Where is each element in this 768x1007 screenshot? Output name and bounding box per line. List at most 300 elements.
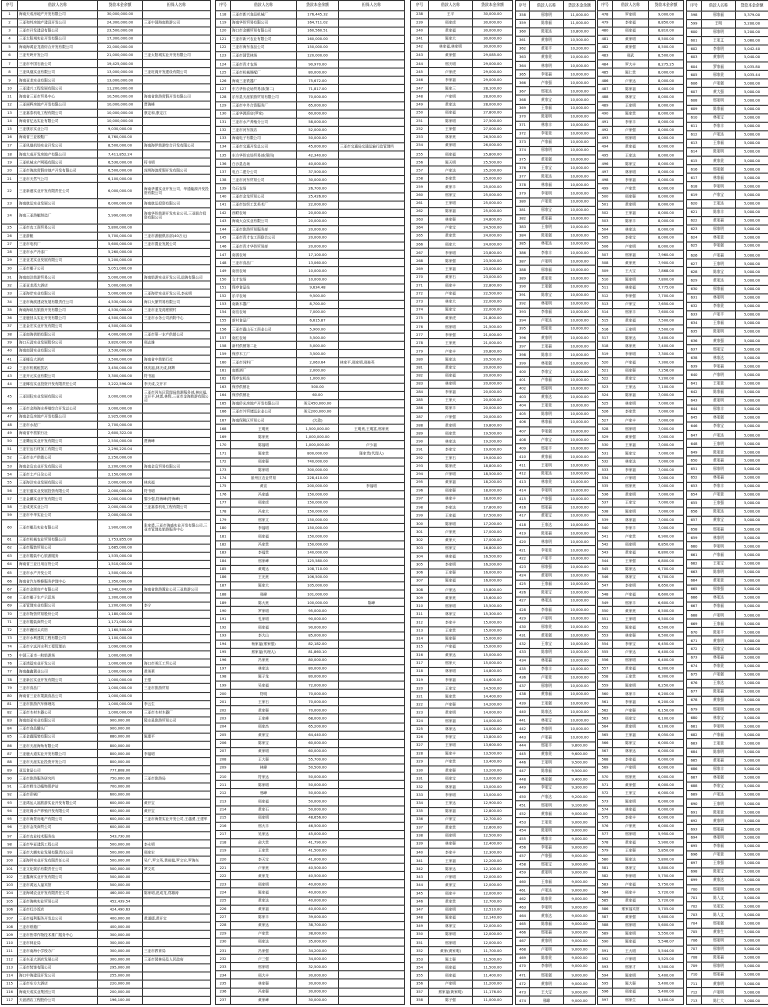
- table-row: [598, 623, 684, 631]
- loan-balance: 30,000.00: [297, 971, 339, 979]
- borrower-name: 黄家贵: [429, 232, 473, 240]
- loan-balance: 5,000.00: [736, 799, 768, 808]
- guarantor-name: [339, 516, 405, 524]
- guarantor-name: 三亚太阳城实业开发有限公司: [143, 51, 211, 59]
- loan-balance: 10,000.00: [564, 631, 596, 639]
- row-number: 422: [516, 554, 530, 562]
- table-row: [516, 690, 596, 698]
- borrower-name: 卢家贵: [231, 930, 297, 938]
- guarantor-name: [143, 404, 211, 412]
- table-row: [516, 860, 596, 868]
- row-number: 160: [216, 358, 231, 366]
- table-row: [2, 265, 211, 273]
- row-number: 329: [411, 758, 429, 766]
- table-row: [516, 223, 596, 231]
- guarantor-name: [143, 117, 211, 125]
- borrower-name: 陈家贵: [613, 110, 649, 118]
- table-row: [216, 714, 405, 722]
- table-row: [516, 716, 596, 724]
- row-number: 62: [2, 544, 18, 552]
- row-number: 572: [598, 789, 613, 797]
- borrower-name: 卢家达: [429, 585, 473, 593]
- borrower-name: 邢家强: [702, 165, 736, 174]
- row-number: 246: [411, 76, 429, 84]
- loan-balance: 8,000.00: [649, 234, 684, 242]
- borrower-name: 邢家明: [702, 962, 736, 971]
- loan-balance: 6,800.00: [649, 557, 684, 565]
- borrower-name: 卢家达: [530, 792, 564, 800]
- table-row: [411, 733, 513, 741]
- row-number: 311: [411, 610, 429, 618]
- loan-balance: 20,000.00: [473, 388, 513, 396]
- row-number: 122: [216, 43, 231, 51]
- loan-balance: 美元450,000.00: [297, 400, 339, 408]
- borrower-name: 陈家明: [429, 117, 473, 125]
- row-number: 313: [411, 626, 429, 634]
- row-number: 351: [411, 939, 429, 947]
- borrower-name: 陈家明: [231, 466, 297, 474]
- borrower-name: 王家贵: [530, 401, 564, 409]
- table-row: [2, 972, 211, 980]
- table-row: [687, 936, 768, 945]
- row-number: 649: [687, 448, 702, 457]
- table-row: [411, 396, 513, 404]
- guarantor-name: [143, 906, 211, 914]
- table-row: [411, 306, 513, 314]
- guarantor-name: [143, 421, 211, 429]
- borrower-name: 邢家福: [231, 623, 297, 631]
- loan-balance: 8,000.00: [649, 168, 684, 176]
- table-row: [216, 631, 405, 639]
- table-row: [411, 684, 513, 692]
- table-row: [687, 953, 768, 962]
- guarantor-name: 三亚海岸实业开发公司,李光明: [143, 289, 211, 297]
- table-row: [411, 774, 513, 782]
- borrower-name: 邢大丰: [231, 822, 297, 830]
- loan-balance: 90,970.00: [297, 60, 339, 68]
- table-row: [516, 461, 596, 469]
- row-number: 267: [411, 248, 429, 256]
- table-row: [411, 183, 513, 191]
- loan-balance: 70,000.00: [297, 689, 339, 697]
- guarantor-name: [143, 35, 211, 43]
- borrower-name: 三亚国际实业发展有限公司: [18, 388, 98, 404]
- loan-balance: 14,000.00: [473, 725, 513, 733]
- row-number: 321: [411, 692, 429, 700]
- borrower-name: 卢家明: [613, 764, 649, 772]
- borrower-name: 海南大成开发房地产有限公司: [18, 150, 98, 158]
- table-row: [216, 151, 405, 159]
- borrower-name: 李家明: [702, 182, 736, 191]
- guarantor-name: [143, 445, 211, 453]
- loan-balance: 6,000.00: [649, 747, 684, 755]
- table-row: [598, 499, 684, 507]
- borrower-name: 东方华侨农场贸易部(第二): [231, 85, 297, 93]
- table-row: [2, 799, 211, 807]
- row-number: 308: [411, 585, 429, 593]
- table-row: [411, 314, 513, 322]
- row-number: 14: [2, 117, 18, 125]
- row-number: 619: [687, 191, 702, 200]
- loan-balance: 5,000.00: [297, 342, 339, 350]
- table-row: [598, 930, 684, 938]
- row-number: 384: [516, 231, 530, 239]
- table-row: [216, 747, 405, 755]
- loan-balance: 30,000.00: [297, 996, 339, 1004]
- row-number: 489: [598, 101, 613, 109]
- row-number: 543: [598, 549, 613, 557]
- loan-balance: 10,000.00: [564, 401, 596, 409]
- borrower-name: 林家达: [613, 458, 649, 466]
- table-row: [216, 300, 405, 308]
- guarantor-name: [143, 125, 211, 133]
- row-number: 628: [687, 268, 702, 277]
- table-row: [598, 226, 684, 234]
- loan-balance: 5,000.00: [736, 148, 768, 157]
- row-number: 519: [598, 350, 613, 358]
- table-row: [516, 452, 596, 460]
- borrower-name: 卢家明: [530, 614, 564, 622]
- table-row: [598, 805, 684, 813]
- borrower-name: 三亚市海东食品公司: [231, 43, 297, 51]
- loan-balance: 5,000.00: [736, 619, 768, 628]
- guarantor-name: [339, 938, 405, 946]
- borrower-name: 陈家福: [613, 938, 649, 946]
- loan-balance: 12,800.00: [473, 807, 513, 815]
- loan-balance: 9,000.00: [564, 809, 596, 817]
- loan-balance: 6,200.00: [649, 689, 684, 697]
- table-row: [598, 101, 684, 109]
- table-row: [516, 537, 596, 545]
- borrower-name: 三亚鹿大道实业开发有限公司: [18, 750, 98, 758]
- table-row: [687, 345, 768, 354]
- borrower-name: 罗家福: [702, 62, 736, 71]
- table-row: [411, 27, 513, 35]
- borrower-name: 王大明: [613, 946, 649, 954]
- loan-balance: 10,000.00: [564, 690, 596, 698]
- table-row: [687, 645, 768, 654]
- table-row: [516, 852, 596, 860]
- table-row: [411, 454, 513, 462]
- borrower-name: 王家强: [429, 569, 473, 577]
- table-row: [687, 842, 768, 851]
- loan-balance: 20,000.00: [473, 363, 513, 371]
- borrower-name: 邢峰: [530, 996, 564, 1004]
- borrower-name: 三亚市金茂商贸公司: [18, 824, 98, 832]
- guarantor-name: [339, 830, 405, 838]
- table-row: [598, 366, 684, 374]
- borrower-name: 邢家强: [702, 919, 736, 928]
- guarantor-name: 李天成,文开平: [143, 380, 211, 388]
- row-number: 280: [411, 355, 429, 363]
- table-row: [2, 76, 211, 84]
- loan-balance: 10,000.00: [564, 605, 596, 613]
- loan-balance: 10,000.00: [564, 78, 596, 86]
- loan-balance: 6,000,000.00: [98, 183, 143, 199]
- loan-balance: 5,900.00: [297, 325, 339, 333]
- row-number: 156: [216, 325, 231, 333]
- table-row: [2, 807, 211, 815]
- table-row: [598, 706, 684, 714]
- table-row: [216, 507, 405, 515]
- borrower-name: 卢家明: [702, 371, 736, 380]
- borrower-name: 陈家达: [530, 172, 564, 180]
- table-row: [216, 449, 405, 457]
- loan-balance: 10,000.00: [564, 342, 596, 350]
- loan-balance: 196,100.00: [98, 996, 143, 1004]
- table-row: [598, 946, 684, 954]
- table-row: [411, 92, 513, 100]
- borrower-name: 三亚市天然气公司: [18, 175, 98, 183]
- loan-balance: 8,000.00: [649, 68, 684, 76]
- loan-balance: 19,800.00: [473, 421, 513, 429]
- table-row: [411, 782, 513, 790]
- borrower-name: 邢家宝: [702, 645, 736, 654]
- loan-balance: 500,000.00: [98, 848, 143, 856]
- table-row: [598, 797, 684, 805]
- row-number: 696: [687, 851, 702, 860]
- borrower-name: 李家明: [530, 189, 564, 197]
- loan-balance: 150,000.00: [297, 540, 339, 548]
- loan-balance: 70,000.00: [297, 698, 339, 706]
- row-number: 277: [411, 331, 429, 339]
- loan-balance: 7,000.00: [649, 466, 684, 474]
- row-number: 424: [516, 571, 530, 579]
- borrower-name: 邢家明: [613, 424, 649, 432]
- borrower-name: 三亚金鹿服装有限公司: [18, 733, 98, 741]
- borrower-name: 陈家福: [613, 85, 649, 93]
- row-number: 613: [687, 139, 702, 148]
- table-row: [516, 206, 596, 214]
- table-row: [411, 667, 513, 675]
- borrower-name: 符家达: [231, 772, 297, 780]
- row-number: 279: [411, 347, 429, 355]
- borrower-name: 三亚市机械农业贸易有限公司: [18, 536, 98, 544]
- guarantor-name: [339, 979, 405, 987]
- guarantor-name: [339, 43, 405, 51]
- loan-balance: 85,000.00: [297, 631, 339, 639]
- table-row: [598, 10, 684, 18]
- borrower-name: 李家宝: [613, 234, 649, 242]
- loan-balance: 6,400.00: [649, 648, 684, 656]
- row-number: 559: [598, 681, 613, 689]
- row-number: 226: [216, 905, 231, 913]
- guarantor-name: [339, 184, 405, 192]
- loan-balance: 5,000.00: [736, 191, 768, 200]
- loan-balance: 5,000.00: [736, 876, 768, 885]
- row-number: 535: [598, 482, 613, 490]
- loan-balance: 543,730.00: [98, 832, 143, 840]
- loan-balance: 21,500.00: [473, 322, 513, 330]
- table-row: [516, 928, 596, 936]
- table-row: [411, 659, 513, 667]
- table-row: [411, 824, 513, 832]
- guarantor-name: [339, 168, 405, 176]
- loan-balance: 500,000.00: [98, 840, 143, 848]
- table-row: [598, 242, 684, 250]
- borrower-name: 陈家宝: [613, 739, 649, 747]
- borrower-name: 黄家福: [613, 549, 649, 557]
- row-number: 99: [2, 848, 18, 856]
- row-number: 292: [411, 454, 429, 462]
- borrower-name: 李家丰: [429, 848, 473, 856]
- row-number: 172: [216, 458, 231, 466]
- loan-balance: 15,000.00: [473, 659, 513, 667]
- borrower-name: 黄家明: [613, 201, 649, 209]
- borrower-name: 邢家大: [429, 240, 473, 248]
- row-number: 353: [411, 955, 429, 963]
- loan-balance: 11,176.00: [473, 988, 513, 996]
- row-number: 13: [2, 109, 18, 117]
- loan-balance: 5,000.00: [736, 173, 768, 182]
- guarantor-name: [339, 126, 405, 134]
- borrower-name: 黄家强: [613, 433, 649, 441]
- row-number: 206: [216, 739, 231, 747]
- table-row: [2, 906, 211, 914]
- row-number: 195: [216, 648, 231, 656]
- row-number: 117: [2, 996, 18, 1004]
- row-number: 468: [516, 945, 530, 953]
- table-row: [687, 679, 768, 688]
- table-row: [216, 217, 405, 225]
- row-number: 48: [2, 421, 18, 429]
- row-number: 566: [598, 739, 613, 747]
- row-number: 530: [598, 441, 613, 449]
- table-row: [2, 248, 211, 256]
- borrower-name: 林家贵: [530, 478, 564, 486]
- borrower-name: 新村供销第二社: [231, 342, 297, 350]
- row-number: 560: [598, 689, 613, 697]
- borrower-name: 邢家福(黄家明): [429, 988, 473, 996]
- row-number: 218: [216, 839, 231, 847]
- row-number: 570: [598, 772, 613, 780]
- loan-balance: 5,000.00: [736, 293, 768, 302]
- table-row: [516, 163, 596, 171]
- table-row: [598, 640, 684, 648]
- loan-balance: 16,200.00: [473, 561, 513, 569]
- table-row: [2, 109, 211, 117]
- row-number: 310: [411, 602, 429, 610]
- guarantor-name: 李福明: [143, 750, 211, 758]
- table-row: [516, 750, 596, 758]
- row-number: 289: [411, 429, 429, 437]
- table-row: [598, 176, 684, 184]
- loan-balance: 9,600.00: [564, 750, 596, 758]
- borrower-name: 卢家虎: [429, 68, 473, 76]
- row-number: 30: [2, 265, 18, 273]
- table-row: [687, 233, 768, 242]
- borrower-name: 海南金岛房地产开发有限公司: [18, 413, 98, 421]
- loan-balance: 120,000.00: [297, 52, 339, 60]
- loan-balance: 600,000.00: [98, 799, 143, 807]
- loan-balance: 22,000,000.00: [98, 43, 143, 51]
- loan-balance: 5,000.00: [736, 902, 768, 911]
- borrower-name: 邢家福: [702, 11, 736, 20]
- guarantor-name: [339, 209, 405, 217]
- loan-balance: 1,171,000.00: [98, 618, 143, 626]
- row-number: 443: [516, 733, 530, 741]
- table-row: [411, 856, 513, 864]
- borrower-name: 三亚市机械租赁站: [18, 363, 98, 371]
- loan-balance: 5,900.00: [649, 839, 684, 847]
- borrower-name: 邢家明: [429, 322, 473, 330]
- table-row: [216, 872, 405, 880]
- table-row: [411, 158, 513, 166]
- loan-balance: 7,000.00: [649, 458, 684, 466]
- row-number: 482: [598, 43, 613, 51]
- guarantor-name: [143, 824, 211, 832]
- borrower-name: 王家贵: [613, 673, 649, 681]
- loan-balance: 7,900.00: [649, 259, 684, 267]
- loan-balance: 5,000.00: [736, 353, 768, 362]
- row-number: 344: [411, 881, 429, 889]
- loan-balance: 6,900.00: [649, 532, 684, 540]
- borrower-name: 黄家福: [702, 756, 736, 765]
- table-row: [2, 684, 211, 692]
- guarantor-name: [143, 569, 211, 577]
- row-number: 664: [687, 576, 702, 585]
- loan-balance: 150,000.00: [297, 516, 339, 524]
- row-number: 574: [598, 805, 613, 813]
- table-row: [687, 353, 768, 362]
- row-number: 113: [2, 963, 18, 971]
- table-row: [216, 689, 405, 697]
- loan-balance: 25,500.00: [473, 158, 513, 166]
- row-number: 358: [411, 996, 429, 1004]
- table-row: [516, 28, 596, 36]
- row-number: 355: [411, 971, 429, 979]
- loan-balance: 13,800.00: [473, 733, 513, 741]
- borrower-name: 卢家强: [702, 671, 736, 680]
- loan-balance: 9,500.00: [564, 767, 596, 775]
- table-row: [516, 784, 596, 792]
- loan-balance: 2,600,322.00: [98, 429, 143, 437]
- row-number: 76: [2, 659, 18, 667]
- row-number: 470: [516, 962, 530, 970]
- borrower-name: 三亚市大鹏实业发展有限责任公司: [18, 848, 98, 856]
- loan-balance: 12,500.00: [473, 832, 513, 840]
- row-number: 175: [216, 482, 231, 490]
- loan-balance: 2,000.00: [297, 366, 339, 374]
- row-number: 681: [687, 722, 702, 731]
- table-row: [216, 739, 405, 747]
- row-number: 536: [598, 491, 613, 499]
- table-row: [2, 462, 211, 470]
- borrower-name: 黄家明: [429, 709, 473, 717]
- table-row: [516, 699, 596, 707]
- borrower-name: 三亚市海滨度假房地产开发有限公司: [18, 166, 98, 174]
- row-number: 627: [687, 259, 702, 268]
- row-number: 420: [516, 537, 530, 545]
- row-number: 581: [598, 863, 613, 871]
- row-number: 223: [216, 880, 231, 888]
- loan-balance: 10,000.00: [564, 61, 596, 69]
- guarantor-name: [143, 881, 211, 889]
- borrower-name: 黄家福: [613, 839, 649, 847]
- borrower-name: 邢家明: [429, 906, 473, 914]
- row-number: 703: [687, 911, 702, 920]
- loan-balance: 5,000.00: [736, 311, 768, 320]
- table-row: [687, 71, 768, 80]
- row-number: 130: [216, 110, 231, 118]
- table-row: [516, 469, 596, 477]
- row-number: 124: [216, 60, 231, 68]
- table-row: [598, 665, 684, 673]
- row-number: 295: [411, 478, 429, 486]
- borrower-name: 卢家强: [702, 79, 736, 88]
- loan-balance: 5,600.00: [649, 913, 684, 921]
- table-row: [216, 458, 405, 466]
